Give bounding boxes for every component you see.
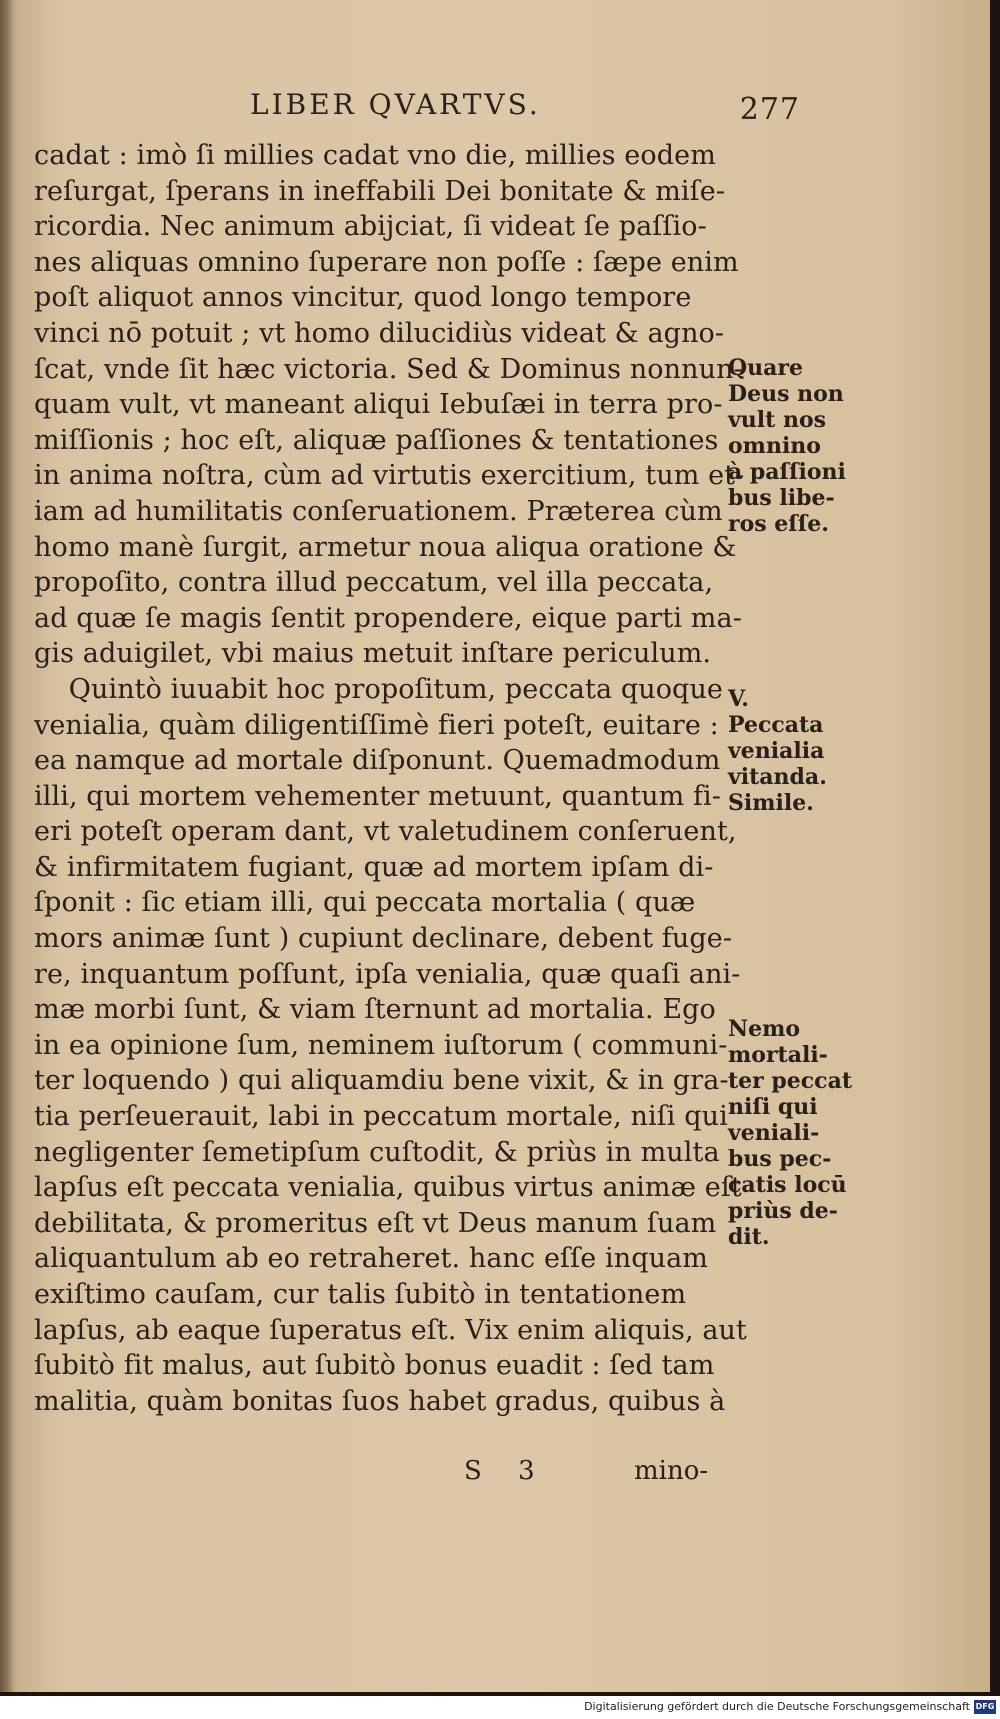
marginal-note-line: vitanda. — [728, 764, 827, 790]
text-line: re, inquantum poſſunt, ipſa venialia, quæ quaſi ani- — [34, 958, 741, 990]
text-line: mors animæ ſunt ) cupiunt declinare, debent fuge- — [34, 923, 733, 955]
text-line: cadat : imò ſi millies cadat vno die, millies eodem — [34, 140, 716, 171]
text-line: lapſus, ab eaque ſuperatus eſt. Vix enim aliquis, aut — [34, 1314, 747, 1346]
text-line: miſſionis ; hoc eſt, aliquæ paſſiones & tentationes — [34, 424, 719, 456]
text-line: illi, qui mortem vehementer metuunt, quantum fi- — [34, 780, 722, 812]
text-line: mæ morbi ſunt, & viam ſternunt ad mortalia. Ego — [34, 994, 716, 1026]
catchword: mino- — [634, 1456, 709, 1486]
page-number: 277 — [739, 92, 800, 127]
digitization-credit-text: Digitalisierung gefördert durch die Deutsche Forschungsgemeinschaft — [584, 1700, 970, 1713]
marginal-note-line: Deus non — [728, 381, 844, 407]
text-line: poſt aliquot annos vincitur, quod longo tempore — [34, 282, 692, 314]
text-line: in anima noſtra, cùm ad virtutis exercitium, tum et- — [34, 460, 745, 492]
page-header — [230, 88, 850, 128]
text-line: ſponit : ſic etiam illi, qui peccata mortalia ( quæ — [34, 887, 696, 919]
marginal-note-line: Quare — [728, 355, 804, 381]
marginal-note-line: bus pec- — [728, 1146, 832, 1172]
marginal-note-line: dit. — [728, 1224, 770, 1250]
marginal-note-line: venialia — [728, 738, 825, 764]
body-text — [34, 138, 747, 1419]
marginal-note-line: à paſſioni — [728, 459, 846, 485]
marginal-note-line: priùs de- — [728, 1198, 838, 1224]
text-line: in ea opinione ſum, neminem iuſtorum ( communi- — [34, 1029, 728, 1061]
text-line: iam ad humilitatis conſeruationem. Præterea cùm — [34, 495, 723, 527]
marginal-note-line: vult nos — [728, 407, 827, 433]
text-line: lapſus eſt peccata venialia, quibus virtus animæ eſt — [34, 1172, 742, 1204]
digitization-credit-bar — [0, 1696, 1000, 1719]
text-line: reſurgat, ſperans in ineffabili Dei bonitate & miſe- — [34, 175, 726, 207]
signature-mark: S 3 — [464, 1456, 549, 1486]
text-line: ſcat, vnde ſit hæc victoria. Sed & Dominus nonnun- — [34, 353, 743, 385]
marginal-note-3 — [728, 1016, 868, 1250]
marginal-note-1 — [728, 355, 868, 537]
text-line: homo manè ſurgit, armetur noua aliqua oratione & — [34, 531, 737, 563]
marginal-note-line: Peccata — [728, 712, 824, 738]
text-line: ſubitò fit malus, aut ſubitò bonus euadit : ſed tam — [34, 1350, 715, 1382]
text-line: ad quæ ſe magis ſentit propendere, eique parti ma- — [34, 602, 742, 634]
marginal-note-line: Simile. — [728, 790, 814, 816]
text-line: ter loquendo ) qui aliquamdiu bene vixit, & in gra- — [34, 1065, 729, 1097]
text-line: & infirmitatem fugiant, quæ ad mortem ipſam di- — [34, 851, 714, 883]
text-line: negligenter ſemetipſum cuſtodit, & priùs in multa — [34, 1136, 720, 1168]
text-line: aliquantulum ab eo retraheret. hanc eſſe inquam — [34, 1243, 708, 1275]
marginal-note-line: ter peccat — [728, 1068, 852, 1094]
page-gutter-shadow — [0, 0, 14, 1692]
marginal-note-line: V. — [728, 686, 749, 712]
text-line: tia perſeuerauit, labi in peccatum mortale, niſi qui — [34, 1101, 728, 1133]
text-line: eri poteſt operam dant, vt valetudinem conſeruent, — [34, 816, 737, 848]
marginal-note-line: niſi qui — [728, 1094, 818, 1120]
marginal-note-line: ros eſſe. — [728, 511, 829, 537]
page-footer — [34, 1456, 734, 1496]
text-line: propoſito, contra illud peccatum, vel illa peccata, — [34, 567, 714, 599]
text-line: nes aliquas omnino ſuperare non poſſe : ſæpe enim — [34, 246, 739, 278]
marginal-note-line: mortali- — [728, 1042, 828, 1068]
marginal-note-line: veniali- — [728, 1120, 820, 1146]
marginal-note-line: bus libe- — [728, 485, 835, 511]
marginal-note-2 — [728, 686, 868, 816]
marginal-note-line: Nemo — [728, 1016, 801, 1042]
text-line: venialia, quàm diligentiſſimè fieri poteſt, euitare : — [34, 709, 719, 741]
text-line: Quintò iuuabit hoc propoſitum, peccata quoque — [34, 673, 724, 705]
marginal-note-line: omnino — [728, 433, 821, 459]
marginal-note-line: catis locū — [728, 1172, 847, 1198]
text-line: ea namque ad mortale diſponunt. Quemadmodum — [34, 745, 721, 777]
text-line: malitia, quàm bonitas ſuos habet gradus, quibus à — [34, 1385, 726, 1417]
running-head: LIBER QVARTVS. — [250, 88, 541, 121]
dfg-logo: DFG — [974, 1700, 996, 1714]
text-line: debilitata, & promeritus eſt vt Deus manum ſuam — [34, 1207, 717, 1239]
text-line: gis aduigilet, vbi maius metuit inſtare periculum. — [34, 638, 712, 670]
text-line: vinci nō potuit ; vt homo dilucidiùs videat & agno- — [34, 317, 725, 349]
text-line: quam vult, vt maneant aliqui Iebuſæi in terra pro- — [34, 389, 723, 421]
text-line: ricordia. Nec animum abijciat, ſi videat ſe paſſio- — [34, 211, 707, 243]
text-line: exiſtimo cauſam, cur talis ſubitò in tentationem — [34, 1279, 687, 1310]
